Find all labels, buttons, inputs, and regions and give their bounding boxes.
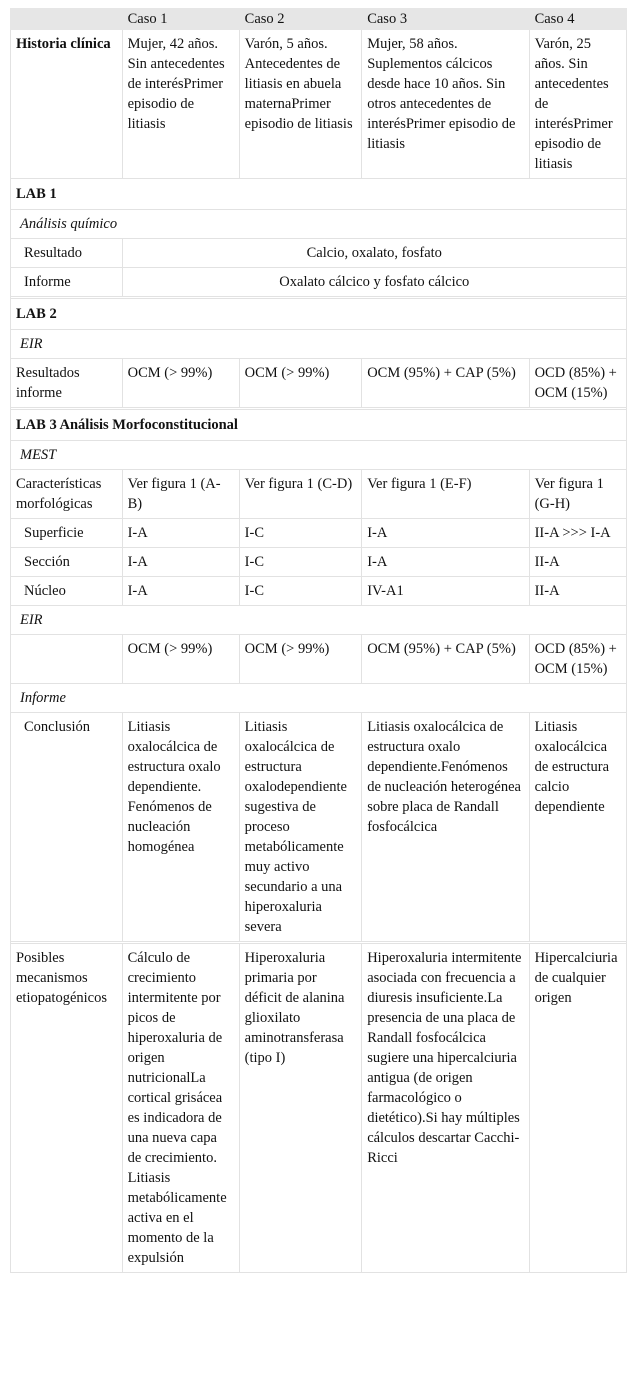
table-row [11,548,627,577]
table-cell: Hiperoxaluria primaria por déficit de alanina glioxilato aminotransferasa (tipo I) [239,944,362,1273]
subsection-analisis-quimico: Análisis químico [11,210,627,239]
table-row [11,359,627,408]
header-caso-1: Caso 1 [122,9,239,30]
table-cell: Litiasis oxalocálcica de estructura oxalo dependiente.Fenómenos de nucleación heterogénea sobre placa de Randall fosfocálcica [362,713,529,942]
table-cell: Varón, 25 años. Sin antecedentes de interésPrimer episodio de litiasis [529,30,626,179]
row-label-superficie: Superficie [11,519,123,548]
table-cell: Mujer, 58 años. Suplementos cálcicos desde hace 10 años. Sin otros antecedentes de interésPrimer episodio de litiasis [362,30,529,179]
subsection-row [11,606,627,635]
table-cell: OCD (85%) + OCM (15%) [529,359,626,408]
table-cell: Litiasis oxalocálcica de estructura oxalodependiente sugestiva de proceso metabólicamente muy activo secundario a una hiperoxaluria severa [239,713,362,942]
table-cell: I-A [122,519,239,548]
table-cell: IV-A1 [362,577,529,606]
table-cell: OCM (95%) + CAP (5%) [362,359,529,408]
table-cell: OCD (85%) + OCM (15%) [529,635,626,684]
table-row [11,944,627,1273]
subsection-row [11,330,627,359]
table-cell: Ver figura 1 (C-D) [239,470,362,519]
row-label-conclusion: Conclusión [11,713,123,942]
row-label-nucleo: Núcleo [11,577,123,606]
table-cell: II-A [529,577,626,606]
table-cell: I-C [239,548,362,577]
subsection-row [11,684,627,713]
table-cell: Oxalato cálcico y fosfato cálcico [122,268,626,297]
header-empty [11,9,123,30]
results-table [10,8,627,1273]
table-cell: II-A [529,548,626,577]
section-row [11,179,627,210]
table-row [11,519,627,548]
row-label-resultados-informe: Resultados informe [11,359,123,408]
table-cell: OCM (95%) + CAP (5%) [362,635,529,684]
section-title-lab2: LAB 2 [11,299,627,330]
subsection-eir-lab3: EIR [11,606,627,635]
section-row [11,299,627,330]
table-cell: I-A [362,548,529,577]
table-row [11,268,627,297]
section-title-lab1: LAB 1 [11,179,627,210]
row-label-resultado: Resultado [11,239,123,268]
table-cell: I-A [362,519,529,548]
table-cell: Hipercalciuria de cualquier origen [529,944,626,1273]
table-cell: OCM (> 99%) [122,359,239,408]
row-label-historia: Historia clínica [11,30,123,179]
table-cell: Calcio, oxalato, fosfato [122,239,626,268]
row-label-seccion: Sección [11,548,123,577]
row-label-informe: Informe [11,268,123,297]
table-cell: I-A [122,548,239,577]
table-row [11,239,627,268]
subsection-eir: EIR [11,330,627,359]
header-caso-4: Caso 4 [529,9,626,30]
table-cell: Hiperoxaluria intermitente asociada con frecuencia a diuresis insuficiente.La presencia de una placa de Randall fosfocálcica sugiere una hipercalciuria antigua (de origen farmacológico o dietético).Si hay múltiples cálculos descartar Cacchi-Ricci [362,944,529,1273]
table-cell: Litiasis oxalocálcica de estructura calcio dependiente [529,713,626,942]
table-row [11,30,627,179]
subsection-row [11,210,627,239]
table-row [11,713,627,942]
table-cell: II-A >>> I-A [529,519,626,548]
subsection-mest: MEST [11,441,627,470]
table-cell: Ver figura 1 (E-F) [362,470,529,519]
table-cell: Varón, 5 años. Antecedentes de litiasis en abuela maternaPrimer episodio de litiasis [239,30,362,179]
row-label-mecanismos: Posibles mecanismos etiopatogénicos [11,944,123,1273]
table-cell: Mujer, 42 años. Sin antecedentes de interésPrimer episodio de litiasis [122,30,239,179]
subsection-row [11,441,627,470]
table-row [11,577,627,606]
header-caso-3: Caso 3 [362,9,529,30]
table-cell: I-C [239,577,362,606]
table-row [11,635,627,684]
section-row [11,410,627,441]
table-cell: Cálculo de crecimiento intermitente por picos de hiperoxaluria de origen nutricionalLa cortical grisácea es indicadora de una nueva capa de crecimiento. Litiasis metabólicamente activa en el momento de la expulsión [122,944,239,1273]
table-cell: I-A [122,577,239,606]
table-row [11,470,627,519]
subsection-informe: Informe [11,684,627,713]
table-cell: OCM (> 99%) [239,635,362,684]
table-cell: OCM (> 99%) [122,635,239,684]
row-label-caracteristicas: Características morfológicas [11,470,123,519]
section-title-lab3: LAB 3 Análisis Morfoconstitucional [11,410,627,441]
table-cell: Ver figura 1 (G-H) [529,470,626,519]
table-cell: Litiasis oxalocálcica de estructura oxalo dependiente. Fenómenos de nucleación homogénea [122,713,239,942]
table-cell: I-C [239,519,362,548]
table-cell: Ver figura 1 (A-B) [122,470,239,519]
table-cell: OCM (> 99%) [239,359,362,408]
row-label-empty [11,635,123,684]
header-caso-2: Caso 2 [239,9,362,30]
header-row [11,9,627,30]
